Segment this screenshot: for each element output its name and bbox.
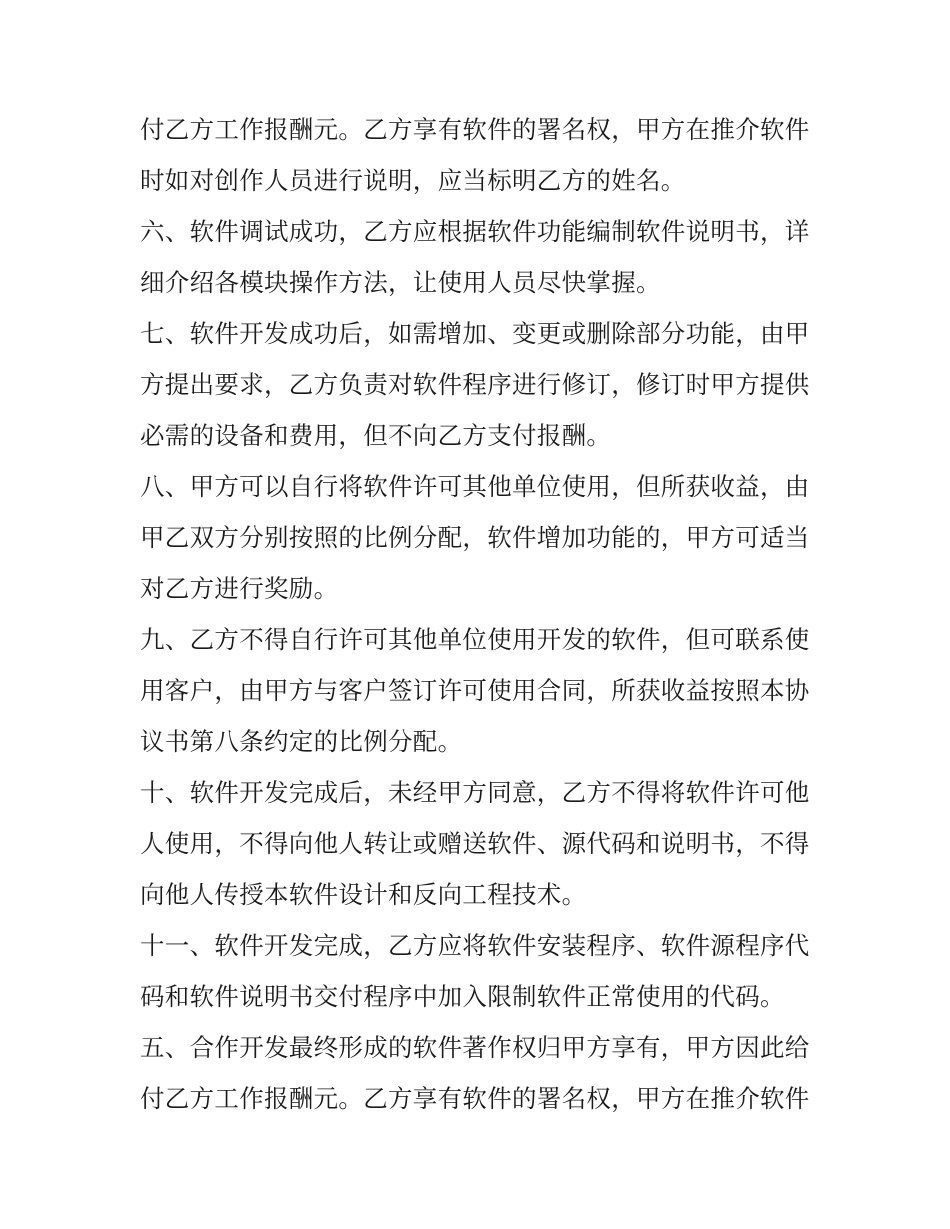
- text-line: 九、乙方不得自行许可其他单位使用开发的软件，但可联系使: [140, 625, 810, 654]
- document-body: [140, 104, 815, 1124]
- text-line: 用客户，由甲方与客户签订许可使用合同，所获收益按照本协: [140, 676, 810, 705]
- text-line: 七、软件开发成功后，如需增加、变更或删除部分功能，由甲: [140, 319, 810, 348]
- text-line: 码和软件说明书交付程序中加入限制软件正常使用的代码。: [140, 982, 785, 1011]
- text-line: 六、软件调试成功，乙方应根据软件功能编制软件说明书，详: [140, 217, 810, 246]
- text-line: 方提出要求，乙方负责对软件程序进行修订，修订时甲方提供: [140, 370, 810, 399]
- text-line: 对乙方进行奖励。: [140, 574, 339, 603]
- text-line: 十、软件开发完成后，未经甲方同意，乙方不得将软件许可他: [140, 778, 810, 807]
- text-line: 细介绍各模块操作方法，让使用人员尽快掌握。: [140, 268, 661, 297]
- text-line: 十一、软件开发完成，乙方应将软件安装程序、软件源程序代: [140, 931, 810, 960]
- text-line: 时如对创作人员进行说明，应当标明乙方的姓名。: [140, 166, 686, 195]
- text-line: 向他人传授本软件设计和反向工程技术。: [140, 880, 587, 909]
- text-line: 议书第八条约定的比例分配。: [140, 727, 463, 756]
- text-line: 人使用，不得向他人转让或赠送软件、源代码和说明书，不得: [140, 829, 810, 858]
- text-line: 五、合作开发最终形成的软件著作权归甲方享有，甲方因此给: [140, 1033, 810, 1062]
- text-line: 付乙方工作报酬元。乙方享有软件的署名权，甲方在推介软件: [140, 1084, 810, 1113]
- text-line: 必需的设备和费用，但不向乙方支付报酬。: [140, 421, 612, 450]
- text-line: 付乙方工作报酬元。乙方享有软件的署名权，甲方在推介软件: [140, 115, 810, 144]
- text-line: 甲乙双方分别按照的比例分配，软件增加功能的，甲方可适当: [140, 523, 810, 552]
- text-line: 八、甲方可以自行将软件许可其他单位使用，但所获收益，由: [140, 472, 810, 501]
